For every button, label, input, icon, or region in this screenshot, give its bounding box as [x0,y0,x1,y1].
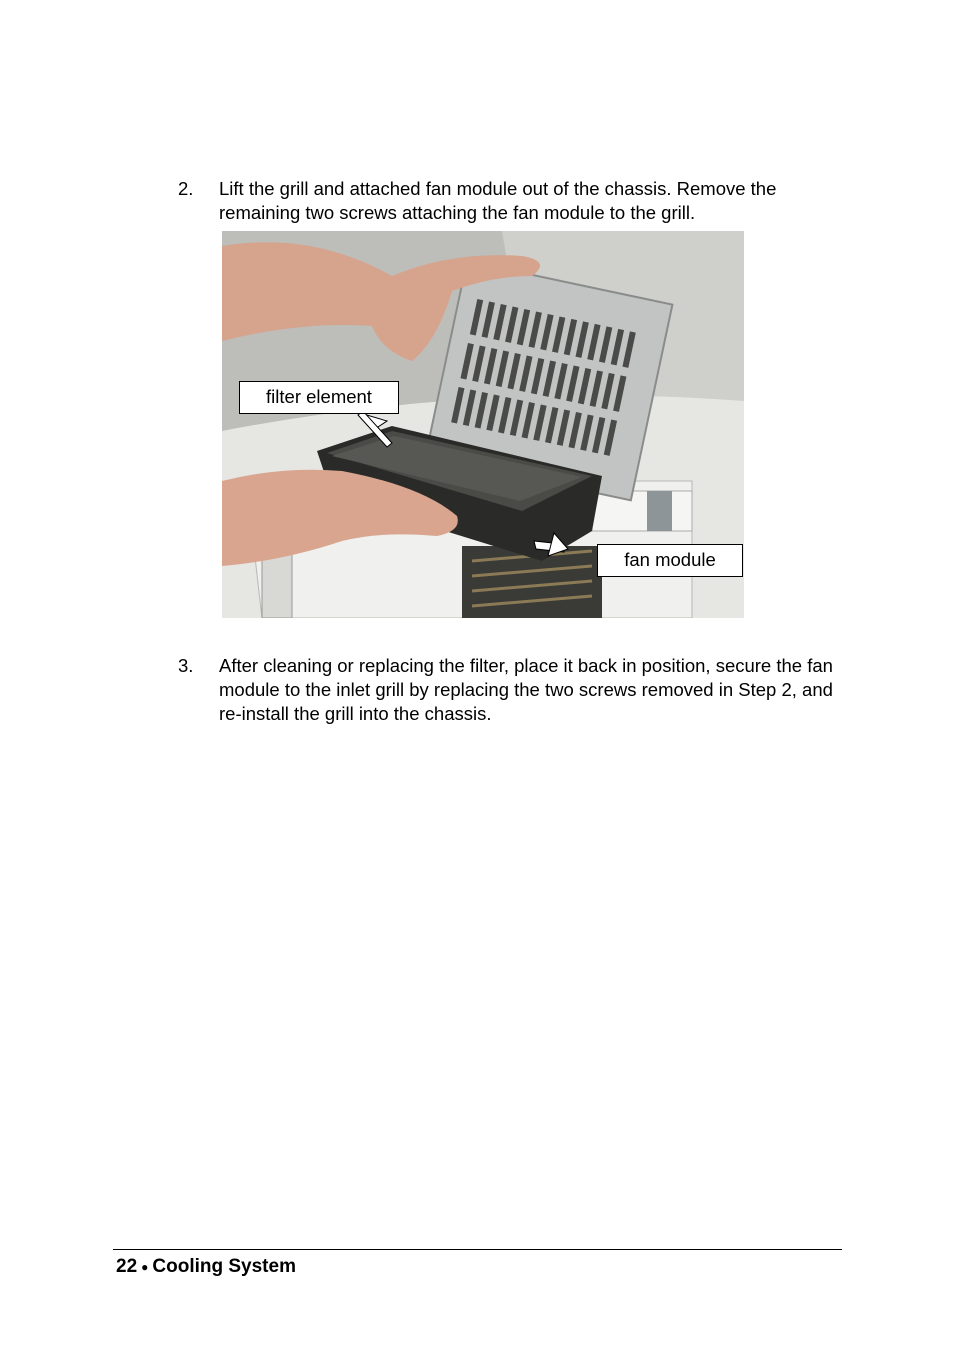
step-number: 2. [178,178,194,199]
step-text: Lift the grill and attached fan module out of the chassis. Remove the remaining two screws attaching the fan module to the grill. [219,178,777,223]
footer-rule [113,1249,842,1250]
page-footer [116,1255,296,1279]
fan-module-photo [222,231,744,618]
section-title: Cooling System [152,1256,296,1278]
step-text: After cleaning or replacing the filter, place it back in position, secure the fan module to the inlet grill by replacing the two screws removed in Step 2, and re-install the grill into the chassis. [219,655,833,724]
fan-module-callout: fan module [597,544,743,577]
page-number: 22 [116,1256,138,1278]
filter-element-callout: filter element [239,381,399,414]
step-number: 3. [178,655,194,676]
bullet-icon: ● [141,1260,149,1274]
